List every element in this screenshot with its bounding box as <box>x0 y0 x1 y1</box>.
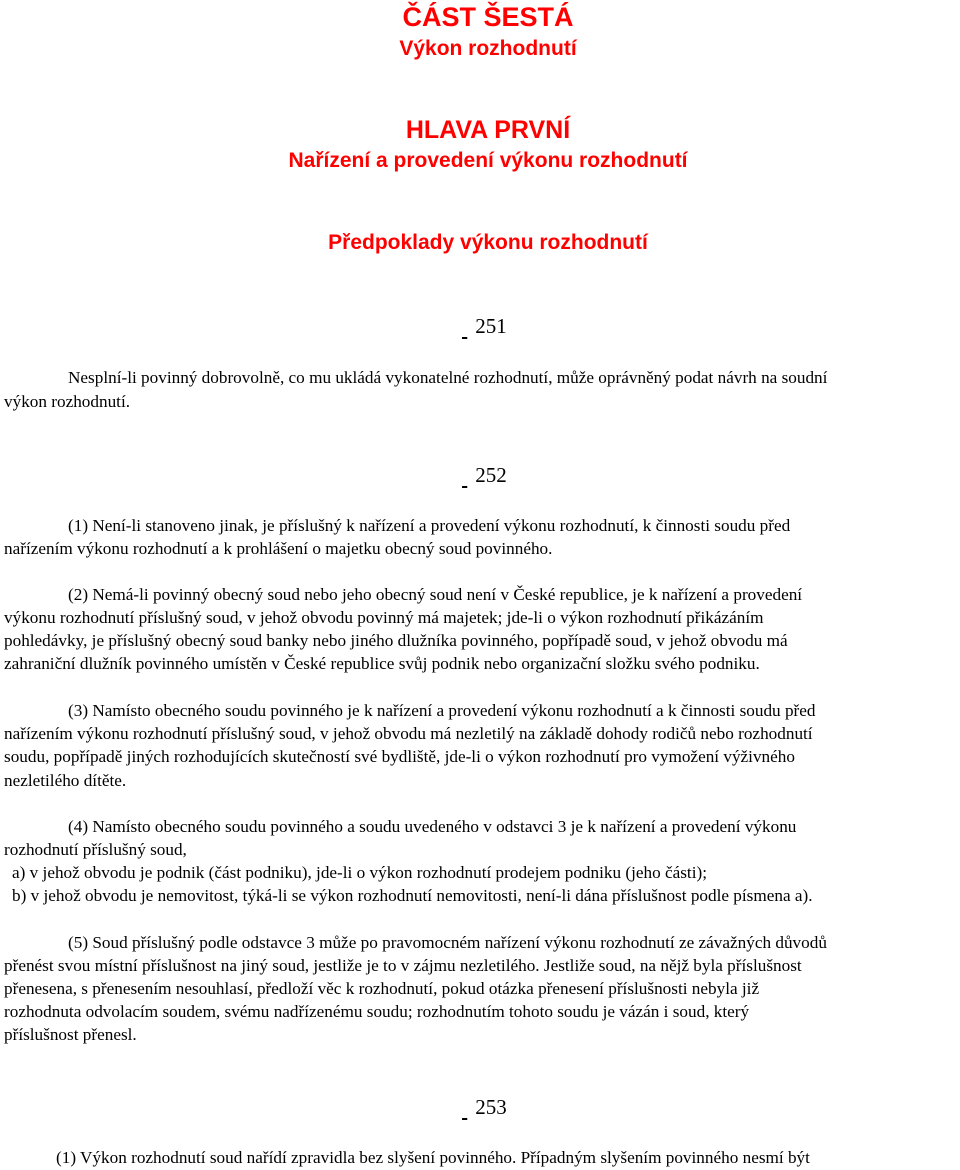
text-line: nařízením výkonu rozhodnutí příslušný soud, v jehož obvodu má nezletilý na základě dohody rodičů nebo rozhodnutí <box>4 724 813 743</box>
list-item: b) v jehož obvodu je nemovitost, týká-li se výkon rozhodnutí nemovitosti, není-li dána příslušnost podle písmena a). <box>12 886 813 905</box>
text-line: soudu, popřípadě jiných rozhodujících skutečností své bydliště, jde-li o výkon rozhodnutí pro vymožení výživného <box>4 747 795 766</box>
text-line: Nesplní-li povinný dobrovolně, co mu ukládá vykonatelné rozhodnutí, může oprávněný podat návrh na soudní <box>68 368 828 387</box>
text-line: přenést svou místní příslušnost na jiný soud, jestliže je to v zájmu nezletilého. Jestliže soud, na nějž byla příslušnost <box>4 956 802 975</box>
paragraph-number-252: 252 <box>462 465 507 486</box>
text-line: výkon rozhodnutí. <box>4 392 131 411</box>
text-line: nařízením výkonu rozhodnutí a k prohlášení o majetku obecný soud povinného. <box>4 539 553 558</box>
text-line: zahraniční dlužník povinného umístěn v České republice svůj podnik nebo organizační složku svého podniku. <box>4 654 760 673</box>
text-line: (4) Namísto obecného soudu povinného a soudu uvedeného v odstavci 3 je k nařízení a provedení výkonu <box>68 817 797 836</box>
section-sign-underline <box>462 463 475 487</box>
paragraph-number-253: 253 <box>462 1097 507 1118</box>
text-line: výkonu rozhodnutí příslušný soud, v jehož obvodu povinný má majetek; jde-li o výkon rozhodnutí přikázáním <box>4 608 764 627</box>
part-title: ČÁST ŠESTÁ <box>402 2 574 32</box>
chapter-subtitle: Nařízení a provedení výkonu rozhodnutí <box>288 149 688 172</box>
text-line: přenesena, s přenesením nesouhlasí, předloží věc k rozhodnutí, pokud otázka přenesení příslušnosti nebyla již <box>4 979 760 998</box>
part-subtitle: Výkon rozhodnutí <box>399 37 577 60</box>
text-line: rozhodnutí příslušný soud, <box>4 840 187 859</box>
list-item: a) v jehož obvodu je podnik (část podniku), jde-li o výkon rozhodnutí prodejem podniku (jeho části); <box>12 863 707 882</box>
section-sign-underline <box>462 1095 475 1119</box>
text-line: rozhodnuta odvolacím soudem, svému nadřízenému soudu; rozhodnutím tohoto soudu je vázán i soud, který <box>4 1002 750 1021</box>
section-heading: Předpoklady výkonu rozhodnutí <box>328 231 648 254</box>
paragraph-number-251: 251 <box>462 316 507 337</box>
text-line: (1) Výkon rozhodnutí soud nařídí zpravidla bez slyšení povinného. Případným slyšením povinného nesmí být <box>56 1148 810 1167</box>
text-line: nezletilého dítěte. <box>4 771 127 790</box>
text-line: příslušnost přenesl. <box>4 1025 137 1044</box>
text-line: (3) Namísto obecného soudu povinného je k nařízení a provedení výkonu rozhodnutí a k činnosti soudu před <box>68 701 816 720</box>
text-line: (1) Není-li stanoveno jinak, je příslušný k nařízení a provedení výkonu rozhodnutí, k činnosti soudu před <box>68 516 791 535</box>
section-sign-underline <box>462 314 475 338</box>
text-line: (2) Nemá-li povinný obecný soud nebo jeho obecný soud není v České republice, je k nařízení a provedení <box>68 585 803 604</box>
text-line: pohledávky, je příslušný obecný soud banky nebo jiného dlužníka povinného, popřípadě soud, v jehož obvodu má <box>4 631 788 650</box>
text-line: (5) Soud příslušný podle odstavce 3 může po pravomocném nařízení výkonu rozhodnutí ze závažných důvodů <box>68 933 827 952</box>
chapter-title: HLAVA PRVNÍ <box>405 116 571 144</box>
